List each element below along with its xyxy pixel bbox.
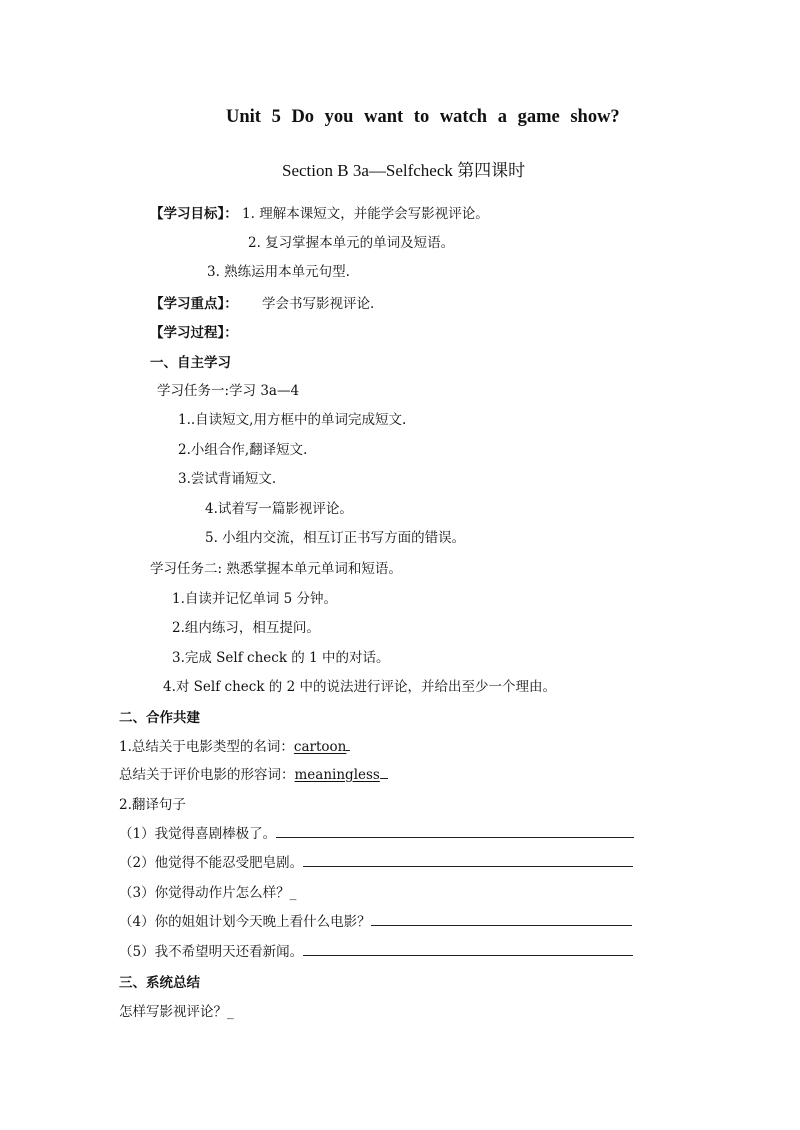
summary-nouns-answer: cartoon	[293, 739, 347, 755]
summary-adjectives	[119, 766, 388, 784]
sentence-text: （3）你觉得动作片怎么样？_	[119, 885, 297, 901]
task-step: 5. 小组内交流，相互订正书写方面的错误。	[205, 530, 466, 546]
section-heading: 一、自主学习	[150, 355, 231, 371]
sentence-text: （1）我觉得喜剧棒极了。	[119, 826, 277, 842]
objective-item: 2. 复习掌握本单元的单词及短语。	[248, 235, 455, 251]
key-points-sep: ：	[224, 296, 238, 312]
task-step: 4.对 Self check 的 2 中的说法进行评论，并给出至少一个理由。	[163, 679, 556, 695]
summary-nouns	[119, 738, 350, 756]
sentence-row	[119, 913, 632, 931]
answer-blank	[303, 943, 633, 956]
answer-blank	[380, 766, 388, 779]
sentence-text: （2）他觉得不能忍受肥皂剧。	[119, 855, 304, 871]
task-title: 学习任务二: 熟悉掌握本单元单词和短语。	[150, 561, 402, 577]
sentence-row	[119, 943, 633, 961]
summary-adjectives-answer: meaningless	[294, 767, 380, 783]
key-points-text: 学会书写影视评论.	[262, 296, 375, 312]
sentence-row	[119, 825, 634, 843]
objective-item: 3. 熟练运用本单元句型.	[207, 264, 350, 280]
task-step: 3.尝试背诵短文.	[178, 471, 277, 487]
sentence-row	[119, 854, 633, 872]
objectives-label: 【学习目标】	[150, 206, 225, 222]
section-heading: 二、合作共建	[119, 710, 200, 726]
task-title: 学习任务一:学习 3a—4	[157, 383, 300, 399]
sentence-row	[119, 884, 296, 902]
task-step: 2.组内练习，相互提问。	[172, 620, 320, 636]
process-sep: ：	[224, 325, 238, 341]
task-step: 4.试着写一篇影视评论。	[205, 501, 353, 517]
task-step: 2.小组合作,翻译短文.	[178, 442, 308, 458]
page-title: Unit 5 Do you want to watch a game show?	[226, 107, 620, 127]
task-step: 1.自读并记忆单词 5 分钟。	[172, 591, 338, 607]
page-subtitle: Section B 3a—Selfcheck 第四课时	[282, 161, 526, 180]
key-points-label: 【学习重点】	[150, 296, 225, 312]
answer-blank	[371, 913, 632, 926]
answer-blank	[303, 854, 633, 867]
section-heading: 三、系统总结	[119, 975, 200, 991]
objectives-sep: ：	[224, 206, 238, 222]
translate-heading: 2.翻译句子	[119, 797, 186, 813]
task-step: 1..自读短文,用方框中的单词完成短文.	[178, 412, 407, 428]
answer-blank	[276, 825, 634, 838]
sentence-text: （5）我不希望明天还看新闻。	[119, 944, 304, 960]
objective-item: 1. 理解本课短文，并能学会写影视评论。	[242, 206, 489, 222]
summary-question: 怎样写影视评论？_	[119, 1004, 234, 1020]
key-points-row	[150, 295, 374, 313]
task-step: 3.完成 Self check 的 1 中的对话。	[172, 650, 390, 666]
process-row	[150, 324, 238, 342]
answer-blank	[346, 738, 350, 751]
process-label: 【学习过程】	[150, 325, 225, 341]
sentence-text: （4）你的姐姐计划今天晚上看什么电影？	[119, 914, 371, 930]
summary-adjectives-label: 总结关于评价电影的形容词：	[119, 767, 295, 783]
summary-nouns-label: 1.总结关于电影类型的名词：	[119, 739, 294, 755]
objectives-row	[150, 205, 489, 223]
